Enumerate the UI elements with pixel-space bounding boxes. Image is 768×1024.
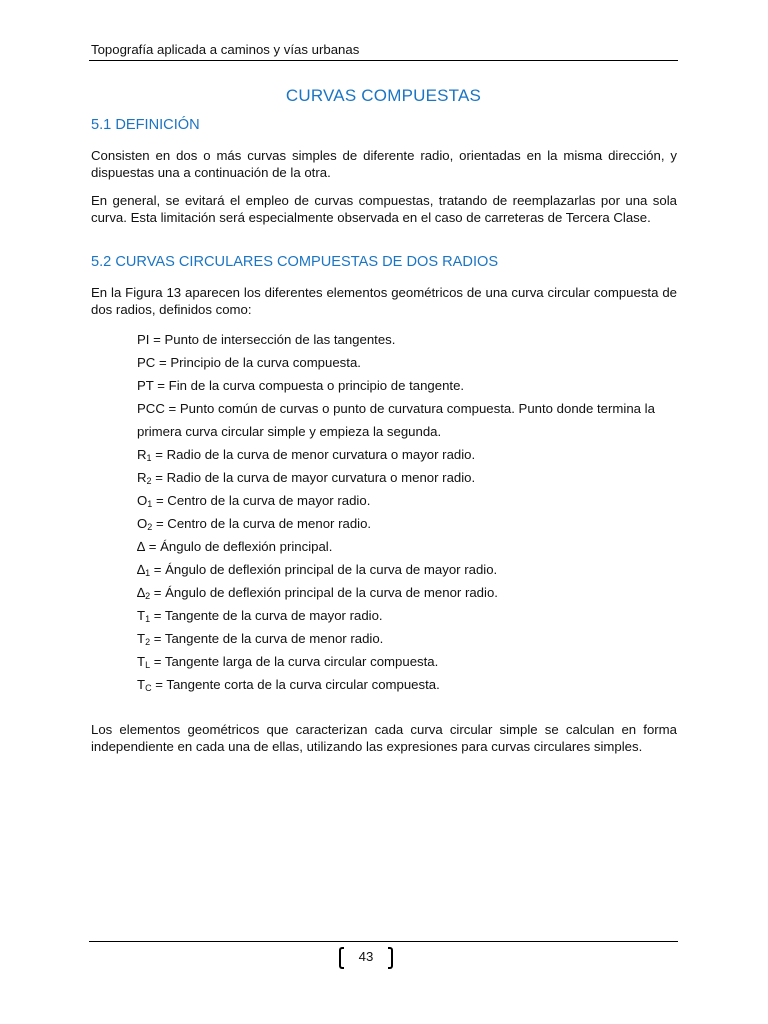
definition-symbol: [137, 447, 152, 462]
symbol-base: T: [137, 608, 146, 623]
section-heading-definicion: 5.1 DEFINICIÓN: [91, 117, 200, 133]
definition-text: = Centro de la curva de mayor radio.: [152, 493, 371, 508]
definition-symbol: [137, 654, 150, 669]
symbol-subscript: 2: [147, 522, 153, 532]
definition-text: = Fin de la curva compuesta o principio de tangente.: [153, 378, 465, 393]
footer-rule: [89, 941, 678, 942]
definition-item: [137, 512, 677, 535]
symbol-base: ∆: [137, 562, 146, 577]
definition-text: = Punto de intersección de las tangentes.: [149, 332, 396, 347]
symbol-subscript: 1: [146, 453, 152, 463]
definition-symbol: [137, 677, 152, 692]
header-rule: [89, 60, 678, 61]
symbol-base: R: [137, 447, 147, 462]
symbol-base: PCC: [137, 401, 165, 416]
definition-text: = Tangente de la curva de mayor radio.: [150, 608, 383, 623]
symbol-subscript: 1: [145, 614, 151, 624]
definition-item: [137, 328, 677, 351]
symbol-subscript: 1: [145, 568, 151, 578]
definition-symbol: [137, 493, 152, 508]
definition-item: [137, 351, 677, 374]
symbol-subscript: 2: [145, 591, 151, 601]
symbol-base: O: [137, 493, 148, 508]
definition-symbol: [137, 562, 150, 577]
symbol-base: ∆: [137, 539, 146, 554]
page-number-frame: [336, 945, 396, 973]
definition-text: = Radio de la curva de mayor curvatura o menor radio.: [151, 470, 476, 485]
definition-text: = Radio de la curva de menor curvatura o mayor radio.: [151, 447, 476, 462]
symbol-subscript: 2: [145, 637, 151, 647]
definition-symbol: [137, 332, 149, 347]
chapter-title: CURVAS COMPUESTAS: [285, 86, 482, 105]
definition-text: = Ángulo de deflexión principal de la curva de mayor radio.: [150, 562, 498, 577]
definition-item: [137, 604, 677, 627]
definition-item: [137, 535, 677, 558]
definition-text: = Ángulo de deflexión principal de la curva de menor radio.: [150, 585, 498, 600]
symbol-base: PT: [137, 378, 154, 393]
symbol-subscript: 1: [147, 499, 153, 509]
definition-text: = Tangente de la curva de menor radio.: [150, 631, 384, 646]
paragraph-intro: En la Figura 13 aparecen los diferentes elementos geométricos de una curva circular compuesta de dos radios, definidos como:: [91, 285, 677, 317]
definitions-list: [137, 328, 677, 696]
symbol-base: T: [137, 677, 146, 692]
symbol-base: T: [137, 631, 146, 646]
definition-text: = Ángulo de deflexión principal.: [145, 539, 333, 554]
definition-text: = Tangente larga de la curva circular compuesta.: [150, 654, 439, 669]
definition-symbol: [137, 470, 152, 485]
symbol-subscript: C: [145, 683, 152, 693]
paragraph-definition: Consisten en dos o más curvas simples de diferente radio, orientadas en la misma dirección, y dispuestas una a continuación de la otra.: [91, 148, 677, 180]
right-bracket-icon: [388, 947, 393, 969]
symbol-base: T: [137, 654, 146, 669]
definition-symbol: [137, 539, 145, 554]
symbol-base: O: [137, 516, 148, 531]
definition-text: = Punto común de curvas o punto de curvatura compuesta. Punto donde termina la primera curva circular simple y empieza la segunda.: [137, 401, 655, 439]
definition-text: = Tangente corta de la curva circular compuesta.: [151, 677, 440, 692]
definition-item: [137, 397, 677, 443]
definition-item: [137, 581, 677, 604]
symbol-base: PC: [137, 355, 156, 370]
definition-symbol: [137, 516, 152, 531]
symbol-base: ∆: [137, 585, 146, 600]
paragraph-general: En general, se evitará el empleo de curvas compuestas, tratando de reemplazarlas por una sola curva. Esta limitación será especialmente observada en el caso de carreteras de Tercera Clase.: [91, 193, 677, 225]
definition-item: [137, 489, 677, 512]
definition-symbol: [137, 585, 150, 600]
definition-symbol: [137, 608, 150, 623]
definition-item: [137, 558, 677, 581]
definition-text: = Centro de la curva de menor radio.: [152, 516, 372, 531]
symbol-subscript: 2: [146, 476, 152, 486]
definition-item: [137, 443, 677, 466]
definition-symbol: [137, 631, 150, 646]
definition-item: [137, 650, 677, 673]
definition-item: [137, 673, 677, 696]
definition-symbol: [137, 378, 154, 393]
definition-text: = Principio de la curva compuesta.: [155, 355, 361, 370]
symbol-base: R: [137, 470, 147, 485]
definition-symbol: [137, 401, 165, 416]
symbol-subscript: L: [145, 660, 151, 670]
running-header: Topografía aplicada a caminos y vías urbanas: [91, 42, 360, 57]
definition-item: [137, 374, 677, 397]
paragraph-closing: Los elementos geométricos que caracterizan cada curva circular simple se calculan en forma independiente en cada una de ellas, utilizando las expresiones para curvas circulares simples.: [91, 722, 677, 754]
definition-item: [137, 466, 677, 489]
symbol-base: PI: [137, 332, 150, 347]
page-number: 43: [358, 949, 374, 964]
definition-symbol: [137, 355, 155, 370]
section-heading-dos-radios: 5.2 CURVAS CIRCULARES COMPUESTAS DE DOS RADIOS: [91, 254, 499, 270]
definition-item: [137, 627, 677, 650]
